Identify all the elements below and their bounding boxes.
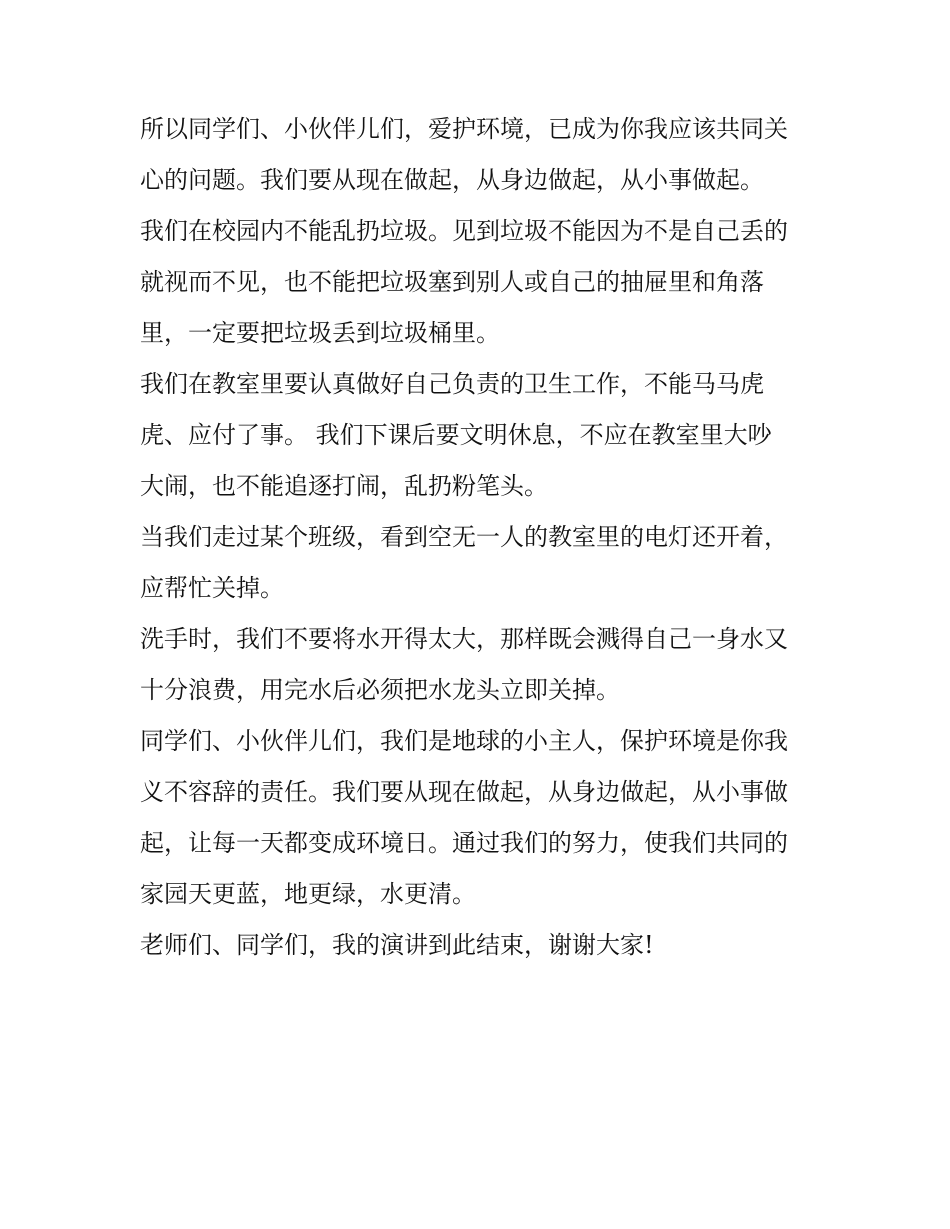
text-line: 大闹，也不能追逐打闹，乱扔粉笔头。 <box>140 472 548 500</box>
text-line: 心的问题。我们要从现在做起，从身边做起，从小事做起。 <box>140 166 764 194</box>
text-line: 义不容辞的责任。我们要从现在做起，从身边做起，从小事做 <box>140 778 788 806</box>
text-line: 里，一定要把垃圾丢到垃圾桶里。 <box>140 319 500 347</box>
text-line: 我们在教室里要认真做好自己负责的卫生工作，不能马马虎 <box>140 370 764 398</box>
text-line: 当我们走过某个班级，看到空无一人的教室里的电灯还开着， <box>140 523 788 551</box>
text-line: 老师们、同学们，我的演讲到此结束，谢谢大家! <box>140 931 654 959</box>
text-line: 应帮忙关掉。 <box>140 574 284 602</box>
text-line: 家园天更蓝，地更绿，水更清。 <box>140 880 476 908</box>
text-line: 虎、应付了事。 我们下课后要文明休息，不应在教室里大吵 <box>140 421 772 449</box>
text-line: 起，让每一天都变成环境日。通过我们的努力，使我们共同的 <box>140 829 788 857</box>
text-line: 所以同学们、小伙伴儿们，爱护环境，已成为你我应该共同关 <box>140 115 788 143</box>
speech-text-body <box>140 104 812 971</box>
text-line: 我们在校园内不能乱扔垃圾。见到垃圾不能因为不是自己丢的 <box>140 217 788 245</box>
text-line: 洗手时，我们不要将水开得太大，那样既会溅得自己一身水又 <box>140 625 788 653</box>
text-line: 同学们、小伙伴儿们，我们是地球的小主人，保护环境是你我 <box>140 727 788 755</box>
text-line: 十分浪费，用完水后必须把水龙头立即关掉。 <box>140 676 620 704</box>
text-line: 就视而不见，也不能把垃圾塞到别人或自己的抽屉里和角落 <box>140 268 764 296</box>
